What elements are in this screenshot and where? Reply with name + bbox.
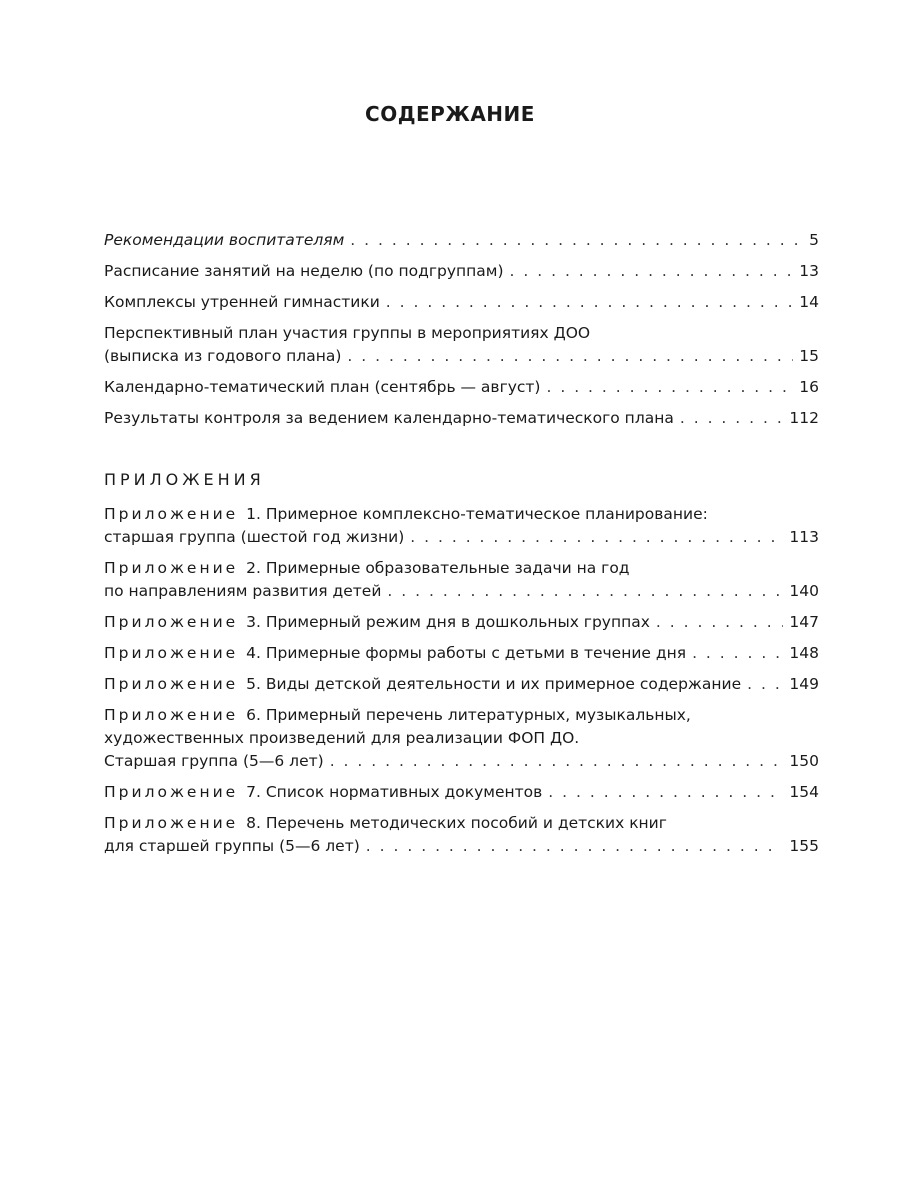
appendix-entry[interactable] — [104, 673, 819, 696]
appendix-heading: ПРИЛОЖЕНИЯ — [104, 470, 265, 489]
dot-leader — [680, 407, 784, 430]
toc-entry[interactable] — [104, 322, 819, 368]
appendix-label: Приложение — [104, 706, 247, 724]
entry-title — [104, 781, 542, 804]
entry-title: художественных произведений для реализации ФОП ДО. — [104, 729, 580, 747]
entry-title: Перспективный план участия группы в мероприятиях ДОО — [104, 324, 591, 342]
toc-line — [104, 526, 819, 549]
page-number: 13 — [799, 262, 819, 280]
entry-title — [104, 704, 691, 727]
toc-line — [104, 229, 819, 252]
dot-leader — [330, 750, 784, 773]
entry-title: Результаты контроля за ведением календарно-тематического плана — [104, 409, 674, 427]
appendix-label: Приложение — [104, 783, 247, 801]
dot-leader — [546, 376, 793, 399]
toc-entry[interactable] — [104, 291, 819, 314]
dot-leader — [510, 260, 794, 283]
page-title: СОДЕРЖАНИЕ — [365, 102, 535, 126]
appendix-contents — [104, 503, 819, 858]
toc-line — [104, 642, 819, 665]
page-number: 148 — [789, 644, 819, 662]
toc-line — [104, 260, 819, 283]
appendix-label: Приложение — [104, 644, 247, 662]
appendix-entry[interactable] — [104, 812, 819, 858]
dot-leader — [386, 291, 793, 314]
dot-leader — [410, 526, 783, 549]
appendix-entry[interactable] — [104, 503, 819, 549]
appendix-title: 8. Перечень методических пособий и детских книг — [246, 814, 667, 832]
appendix-label: Приложение — [104, 675, 247, 693]
entry-title — [104, 611, 650, 634]
toc-line — [104, 812, 819, 835]
toc-line — [104, 345, 819, 368]
page-number: 112 — [789, 409, 819, 427]
entry-title: Расписание занятий на неделю (по подгруппам) — [104, 262, 504, 280]
entry-title: Календарно-тематический план (сентябрь — август) — [104, 378, 541, 396]
toc-line — [104, 503, 819, 526]
dot-leader — [656, 611, 784, 634]
entry-title: старшая группа (шестой год жизни) — [104, 528, 405, 546]
dot-leader — [692, 642, 783, 665]
entry-title — [104, 503, 708, 526]
toc-line — [104, 704, 819, 727]
page-number: 149 — [789, 675, 819, 693]
dot-leader — [350, 229, 803, 252]
appendix-title: 5. Виды детской деятельности и их примерное содержание — [246, 675, 742, 693]
appendix-title: 2. Примерные образовательные задачи на год — [246, 559, 630, 577]
appendix-entry[interactable] — [104, 557, 819, 603]
toc-entry[interactable] — [104, 407, 819, 430]
appendix-label: Приложение — [104, 613, 247, 631]
toc-line — [104, 611, 819, 634]
entry-title: Рекомендации воспитателям — [104, 231, 345, 249]
entry-title: для старшей группы (5—6 лет) — [104, 837, 360, 855]
page-number: 155 — [789, 837, 819, 855]
toc-entry[interactable] — [104, 376, 819, 399]
toc-entry[interactable] — [104, 260, 819, 283]
toc-line — [104, 727, 819, 750]
toc-line — [104, 781, 819, 804]
toc-line — [104, 376, 819, 399]
entry-title: по направлениям развития детей — [104, 582, 382, 600]
page-number: 150 — [789, 752, 819, 770]
appendix-entry[interactable] — [104, 642, 819, 665]
toc-line — [104, 673, 819, 696]
dot-leader — [387, 580, 783, 603]
appendix-title: 6. Примерный перечень литературных, музыкальных, — [246, 706, 691, 724]
entry-title — [104, 642, 686, 665]
page-number: 5 — [809, 231, 819, 249]
page-number: 16 — [799, 378, 819, 396]
dot-leader — [747, 673, 783, 696]
dot-leader — [548, 781, 783, 804]
page-number: 154 — [789, 783, 819, 801]
entry-title — [104, 673, 741, 696]
appendix-title: 1. Примерное комплексно-тематическое планирование: — [246, 505, 708, 523]
toc-line — [104, 750, 819, 773]
page-number: 113 — [789, 528, 819, 546]
entry-title: Комплексы утренней гимнастики — [104, 293, 380, 311]
toc-line — [104, 580, 819, 603]
dot-leader — [366, 835, 784, 858]
toc-line — [104, 322, 819, 345]
page-number: 14 — [799, 293, 819, 311]
appendix-label: Приложение — [104, 814, 247, 832]
appendix-title: 7. Список нормативных документов — [246, 783, 543, 801]
toc-line — [104, 407, 819, 430]
entry-title — [104, 812, 667, 835]
appendix-entry[interactable] — [104, 781, 819, 804]
toc-line — [104, 835, 819, 858]
entry-title: Старшая группа (5—6 лет) — [104, 752, 324, 770]
appendix-entry[interactable] — [104, 611, 819, 634]
page-number: 140 — [789, 582, 819, 600]
appendix-label: Приложение — [104, 505, 247, 523]
main-contents — [104, 229, 819, 430]
page-number: 15 — [799, 347, 819, 365]
dot-leader — [347, 345, 793, 368]
toc-entry[interactable] — [104, 229, 819, 252]
toc-line — [104, 291, 819, 314]
appendix-label: Приложение — [104, 559, 247, 577]
entry-title: (выписка из годового плана) — [104, 347, 342, 365]
appendix-title: 4. Примерные формы работы с детьми в течение дня — [246, 644, 687, 662]
entry-title — [104, 557, 630, 580]
page-number: 147 — [789, 613, 819, 631]
toc-line — [104, 557, 819, 580]
appendix-entry[interactable] — [104, 704, 819, 773]
appendix-title: 3. Примерный режим дня в дошкольных группах — [246, 613, 650, 631]
